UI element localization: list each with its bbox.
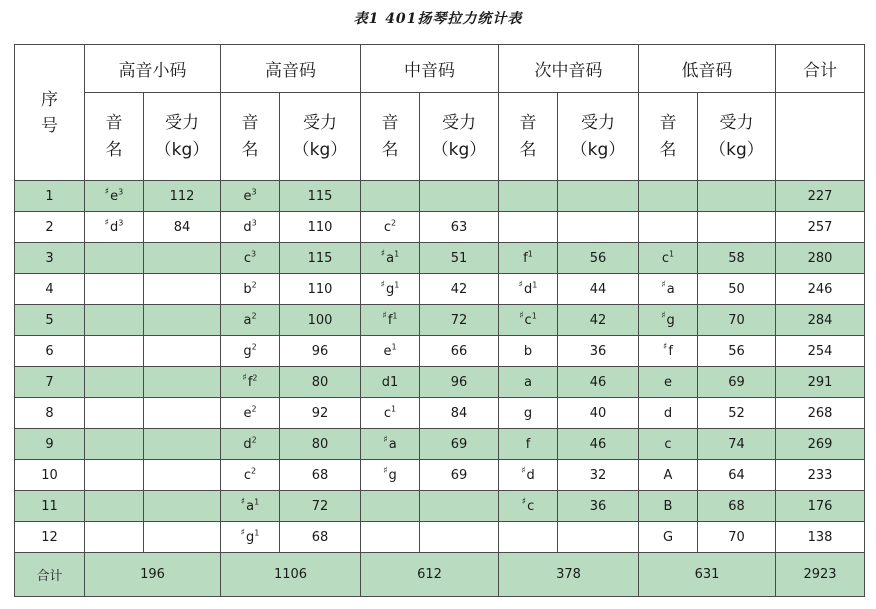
force-header-label: 受力 bbox=[719, 112, 754, 133]
note-cell bbox=[639, 460, 698, 491]
force-value bbox=[144, 336, 221, 367]
force-value: 69 bbox=[420, 460, 499, 491]
row-number: 12 bbox=[15, 522, 85, 553]
note-cell bbox=[361, 429, 420, 460]
force-header-unit: （kg） bbox=[431, 139, 487, 160]
force-value: 69 bbox=[420, 429, 499, 460]
seq-header-char-2: 号 bbox=[41, 115, 58, 136]
note-letter: f bbox=[387, 312, 393, 328]
note-letter: b bbox=[243, 281, 252, 297]
note-cell bbox=[85, 181, 144, 212]
grand-total: 2923 bbox=[776, 553, 865, 597]
row-sum: 291 bbox=[776, 367, 865, 398]
octave-mark: 1 bbox=[669, 249, 675, 259]
note-letter: e bbox=[383, 343, 392, 359]
note-cell bbox=[639, 274, 698, 305]
force-header-label: 受力 bbox=[581, 112, 615, 133]
octave-mark: 3 bbox=[251, 187, 257, 197]
tension-table bbox=[14, 44, 865, 597]
note-letter: g bbox=[246, 529, 255, 545]
note-cell bbox=[639, 398, 698, 429]
force-header-unit: （kg） bbox=[709, 139, 764, 160]
force-value: 115 bbox=[280, 181, 361, 212]
note-cell bbox=[221, 274, 280, 305]
note-cell bbox=[85, 274, 144, 305]
note-cell bbox=[361, 491, 420, 522]
sharp-sign: ♯ bbox=[661, 310, 666, 321]
seq-header bbox=[15, 45, 85, 181]
note-cell bbox=[361, 522, 420, 553]
force-value: 84 bbox=[420, 398, 499, 429]
octave-mark: 1 bbox=[391, 342, 397, 352]
force-header bbox=[698, 93, 776, 181]
force-value: 115 bbox=[280, 243, 361, 274]
note-cell bbox=[639, 336, 698, 367]
force-value: 70 bbox=[698, 305, 776, 336]
octave-mark: 3 bbox=[118, 218, 124, 228]
sharp-sign: ♯ bbox=[380, 279, 385, 290]
sharp-sign: ♯ bbox=[521, 465, 526, 476]
force-value bbox=[558, 522, 639, 553]
note-cell bbox=[85, 429, 144, 460]
note-letter: g bbox=[388, 467, 397, 483]
row-number: 11 bbox=[15, 491, 85, 522]
force-value: 63 bbox=[420, 212, 499, 243]
sharp-sign: ♯ bbox=[518, 279, 523, 290]
force-value: 96 bbox=[420, 367, 499, 398]
note-letter: a bbox=[388, 436, 397, 452]
row-sum: 280 bbox=[776, 243, 865, 274]
table-row bbox=[15, 181, 865, 212]
note-letter: c bbox=[243, 250, 252, 266]
note-letter: f bbox=[525, 436, 531, 452]
note-letter: f bbox=[523, 250, 528, 266]
octave-mark: 2 bbox=[251, 311, 257, 321]
force-value bbox=[420, 522, 499, 553]
force-value: 32 bbox=[558, 460, 639, 491]
note-cell bbox=[221, 336, 280, 367]
note-letter: e bbox=[110, 188, 119, 204]
force-value bbox=[698, 212, 776, 243]
note-cell bbox=[639, 367, 698, 398]
note-cell bbox=[221, 522, 280, 553]
note-letter: d bbox=[243, 436, 252, 452]
note-letter: e bbox=[243, 405, 252, 421]
note-letter: g bbox=[386, 281, 395, 297]
force-value bbox=[420, 181, 499, 212]
octave-mark: 1 bbox=[254, 528, 260, 538]
force-value bbox=[698, 181, 776, 212]
note-letter: e bbox=[664, 374, 672, 390]
row-sum: 138 bbox=[776, 522, 865, 553]
row-sum: 246 bbox=[776, 274, 865, 305]
sharp-sign: ♯ bbox=[661, 279, 666, 290]
note-cell bbox=[221, 367, 280, 398]
note-cell bbox=[221, 460, 280, 491]
row-number: 3 bbox=[15, 243, 85, 274]
sharp-sign: ♯ bbox=[242, 372, 247, 383]
row-sum: 268 bbox=[776, 398, 865, 429]
table-row bbox=[15, 336, 865, 367]
force-value: 40 bbox=[558, 398, 639, 429]
row-number: 10 bbox=[15, 460, 85, 491]
octave-mark: 2 bbox=[252, 373, 258, 383]
row-sum: 176 bbox=[776, 491, 865, 522]
note-letter: c bbox=[524, 312, 532, 328]
row-number: 4 bbox=[15, 274, 85, 305]
force-value: 46 bbox=[558, 429, 639, 460]
force-value: 68 bbox=[280, 522, 361, 553]
row-sum: 254 bbox=[776, 336, 865, 367]
force-value: 36 bbox=[558, 336, 639, 367]
row-number: 6 bbox=[15, 336, 85, 367]
force-header-label: 受力 bbox=[442, 112, 476, 133]
note-cell bbox=[85, 336, 144, 367]
note-cell bbox=[639, 243, 698, 274]
note-cell bbox=[361, 305, 420, 336]
note-letter: b bbox=[523, 343, 533, 359]
octave-mark: 2 bbox=[251, 404, 257, 414]
octave-mark: 3 bbox=[118, 187, 124, 197]
note-letter: c bbox=[661, 250, 670, 266]
table-row bbox=[15, 491, 865, 522]
note-cell bbox=[499, 181, 558, 212]
octave-mark: 1 bbox=[532, 280, 538, 290]
table-row bbox=[15, 274, 865, 305]
force-value: 46 bbox=[558, 367, 639, 398]
note-cell bbox=[221, 243, 280, 274]
note-letter: a bbox=[243, 312, 252, 328]
sharp-sign: ♯ bbox=[521, 496, 527, 507]
note-letter: d bbox=[663, 405, 673, 421]
sharp-sign: ♯ bbox=[663, 341, 668, 352]
force-value: 51 bbox=[420, 243, 499, 274]
sharp-sign: ♯ bbox=[240, 527, 245, 538]
force-value: 56 bbox=[558, 243, 639, 274]
row-number: 2 bbox=[15, 212, 85, 243]
header-row-sub bbox=[15, 93, 865, 181]
octave-mark: 2 bbox=[251, 342, 257, 352]
force-value: 69 bbox=[698, 367, 776, 398]
force-header-unit: （kg） bbox=[292, 139, 348, 160]
note-letter: d bbox=[526, 467, 535, 483]
force-header-unit: （kg） bbox=[154, 139, 210, 160]
table-title: 表1 401扬琴拉力统计表 bbox=[353, 11, 523, 27]
group-header-sub-middle: 次中音码 bbox=[499, 45, 639, 93]
row-number: 1 bbox=[15, 181, 85, 212]
note-cell bbox=[85, 398, 144, 429]
force-value: 110 bbox=[280, 212, 361, 243]
octave-mark: 2 bbox=[251, 466, 257, 476]
note-name-header-char-1: 音 bbox=[241, 112, 259, 133]
octave-mark: 3 bbox=[251, 249, 257, 259]
note-cell bbox=[85, 522, 144, 553]
force-value: 68 bbox=[280, 460, 361, 491]
note-cell bbox=[221, 429, 280, 460]
totals-row bbox=[15, 553, 865, 597]
force-value: 68 bbox=[698, 491, 776, 522]
force-header-label: 受力 bbox=[165, 112, 199, 133]
group-total: 1106 bbox=[221, 553, 361, 597]
header-row-groups bbox=[15, 45, 865, 93]
note-name-header bbox=[361, 93, 420, 181]
force-header-unit: （kg） bbox=[570, 139, 626, 160]
group-total: 196 bbox=[85, 553, 221, 597]
group-total: 631 bbox=[639, 553, 776, 597]
note-cell bbox=[499, 460, 558, 491]
sharp-sign: ♯ bbox=[104, 217, 109, 228]
note-letter: d1 bbox=[381, 374, 399, 390]
force-value: 52 bbox=[698, 398, 776, 429]
note-letter: a bbox=[386, 250, 395, 266]
force-header-label: 受力 bbox=[303, 112, 337, 133]
table-row bbox=[15, 367, 865, 398]
note-cell bbox=[85, 367, 144, 398]
force-value: 50 bbox=[698, 274, 776, 305]
row-sum: 233 bbox=[776, 460, 865, 491]
force-value: 80 bbox=[280, 429, 361, 460]
force-header bbox=[144, 93, 221, 181]
force-value: 110 bbox=[280, 274, 361, 305]
force-value bbox=[144, 367, 221, 398]
note-cell bbox=[361, 398, 420, 429]
force-value: 42 bbox=[558, 305, 639, 336]
note-cell bbox=[499, 274, 558, 305]
force-value bbox=[144, 305, 221, 336]
note-cell bbox=[361, 336, 420, 367]
force-value bbox=[144, 243, 221, 274]
octave-mark: 1 bbox=[394, 280, 400, 290]
table-row bbox=[15, 522, 865, 553]
octave-mark: 1 bbox=[254, 497, 260, 507]
note-name-header-char-1: 音 bbox=[381, 112, 399, 133]
force-header bbox=[558, 93, 639, 181]
note-cell bbox=[639, 212, 698, 243]
note-cell bbox=[499, 522, 558, 553]
note-cell bbox=[361, 460, 420, 491]
force-value bbox=[144, 429, 221, 460]
row-number: 7 bbox=[15, 367, 85, 398]
force-value: 84 bbox=[144, 212, 221, 243]
note-letter: c bbox=[383, 219, 392, 235]
force-value bbox=[558, 212, 639, 243]
row-number: 5 bbox=[15, 305, 85, 336]
force-value: 64 bbox=[698, 460, 776, 491]
note-cell bbox=[639, 429, 698, 460]
force-value bbox=[144, 398, 221, 429]
force-value bbox=[558, 181, 639, 212]
note-cell bbox=[85, 491, 144, 522]
note-name-header-char-1: 音 bbox=[519, 112, 537, 133]
note-cell bbox=[499, 336, 558, 367]
force-header bbox=[420, 93, 499, 181]
force-value: 112 bbox=[144, 181, 221, 212]
note-letter: B bbox=[663, 498, 673, 514]
note-cell bbox=[639, 181, 698, 212]
force-value: 44 bbox=[558, 274, 639, 305]
note-cell bbox=[221, 305, 280, 336]
table-row bbox=[15, 305, 865, 336]
note-letter: a bbox=[246, 498, 255, 514]
octave-mark: 1 bbox=[531, 311, 537, 321]
note-cell bbox=[361, 367, 420, 398]
note-cell bbox=[499, 367, 558, 398]
force-value: 70 bbox=[698, 522, 776, 553]
force-header bbox=[280, 93, 361, 181]
table-row bbox=[15, 398, 865, 429]
totals-label: 合计 bbox=[15, 553, 85, 597]
note-cell bbox=[221, 398, 280, 429]
note-letter: f bbox=[247, 374, 253, 390]
octave-mark: 2 bbox=[251, 280, 257, 290]
note-cell bbox=[499, 212, 558, 243]
note-letter: A bbox=[663, 467, 673, 483]
note-letter: g bbox=[523, 405, 533, 421]
seq-header-char-1: 序 bbox=[41, 89, 58, 110]
note-cell bbox=[85, 305, 144, 336]
note-name-header-char-2: 名 bbox=[241, 139, 259, 160]
note-letter: d bbox=[524, 281, 533, 297]
sharp-sign: ♯ bbox=[240, 496, 246, 507]
note-name-header-char-2: 名 bbox=[519, 139, 537, 160]
table-row bbox=[15, 460, 865, 491]
row-sum: 227 bbox=[776, 181, 865, 212]
note-name-header-char-1: 音 bbox=[105, 112, 123, 133]
note-cell bbox=[221, 181, 280, 212]
note-name-header bbox=[639, 93, 698, 181]
row-sum: 257 bbox=[776, 212, 865, 243]
note-cell bbox=[85, 243, 144, 274]
note-cell bbox=[85, 212, 144, 243]
force-value: 36 bbox=[558, 491, 639, 522]
force-value: 72 bbox=[280, 491, 361, 522]
force-value: 92 bbox=[280, 398, 361, 429]
group-header-high-small: 高音小码 bbox=[85, 45, 221, 93]
group-header-middle: 中音码 bbox=[361, 45, 499, 93]
force-value: 96 bbox=[280, 336, 361, 367]
note-cell bbox=[221, 491, 280, 522]
note-cell bbox=[85, 460, 144, 491]
note-letter: G bbox=[662, 529, 674, 545]
note-letter: c bbox=[527, 498, 535, 514]
force-value bbox=[144, 522, 221, 553]
note-letter: a bbox=[524, 374, 532, 390]
note-name-header bbox=[499, 93, 558, 181]
note-letter: g bbox=[666, 312, 675, 328]
group-total: 378 bbox=[499, 553, 639, 597]
row-sum: 269 bbox=[776, 429, 865, 460]
table-row bbox=[15, 212, 865, 243]
note-letter: c bbox=[383, 405, 392, 421]
note-cell bbox=[639, 305, 698, 336]
row-sum: 284 bbox=[776, 305, 865, 336]
force-value: 56 bbox=[698, 336, 776, 367]
note-letter: d bbox=[110, 219, 119, 235]
sharp-sign: ♯ bbox=[382, 310, 387, 321]
note-name-header-char-1: 音 bbox=[659, 112, 677, 133]
force-value: 100 bbox=[280, 305, 361, 336]
sharp-sign: ♯ bbox=[383, 434, 388, 445]
sharp-sign: ♯ bbox=[104, 186, 110, 197]
total-header: 合计 bbox=[776, 45, 865, 93]
row-number: 8 bbox=[15, 398, 85, 429]
note-name-header-char-2: 名 bbox=[381, 139, 399, 160]
note-cell bbox=[361, 181, 420, 212]
force-value: 58 bbox=[698, 243, 776, 274]
octave-mark: 1 bbox=[392, 311, 398, 321]
note-cell bbox=[639, 522, 698, 553]
note-cell bbox=[499, 429, 558, 460]
force-value: 66 bbox=[420, 336, 499, 367]
note-letter: f bbox=[668, 343, 673, 359]
note-cell bbox=[499, 491, 558, 522]
note-name-header-char-2: 名 bbox=[659, 139, 677, 160]
note-cell bbox=[499, 243, 558, 274]
force-value: 42 bbox=[420, 274, 499, 305]
note-cell bbox=[639, 491, 698, 522]
group-header-low: 低音码 bbox=[639, 45, 776, 93]
note-cell bbox=[499, 305, 558, 336]
force-value: 72 bbox=[420, 305, 499, 336]
table-row bbox=[15, 243, 865, 274]
note-name-header bbox=[221, 93, 280, 181]
octave-mark: 2 bbox=[251, 435, 257, 445]
force-value: 74 bbox=[698, 429, 776, 460]
octave-mark: 1 bbox=[391, 404, 397, 414]
note-letter: d bbox=[243, 219, 252, 235]
sharp-sign: ♯ bbox=[519, 310, 524, 321]
note-letter: c bbox=[243, 467, 252, 483]
total-header-blank bbox=[776, 93, 865, 181]
note-cell bbox=[221, 212, 280, 243]
table-row bbox=[15, 429, 865, 460]
row-number: 9 bbox=[15, 429, 85, 460]
note-name-header-char-2: 名 bbox=[105, 139, 123, 160]
note-letter: a bbox=[666, 281, 675, 297]
group-header-high: 高音码 bbox=[221, 45, 361, 93]
note-cell bbox=[361, 274, 420, 305]
octave-mark: 1 bbox=[394, 249, 400, 259]
force-value bbox=[144, 460, 221, 491]
sharp-sign: ♯ bbox=[380, 248, 386, 259]
note-cell bbox=[499, 398, 558, 429]
note-name-header bbox=[85, 93, 144, 181]
octave-mark: 2 bbox=[391, 218, 397, 228]
note-letter: c bbox=[664, 436, 672, 452]
force-value bbox=[144, 274, 221, 305]
note-cell bbox=[361, 212, 420, 243]
group-total: 612 bbox=[361, 553, 499, 597]
force-value bbox=[144, 491, 221, 522]
octave-mark: 1 bbox=[527, 249, 533, 259]
sharp-sign: ♯ bbox=[383, 465, 388, 476]
note-letter: g bbox=[243, 343, 252, 359]
note-letter: e bbox=[243, 188, 252, 204]
force-value bbox=[420, 491, 499, 522]
force-value: 80 bbox=[280, 367, 361, 398]
octave-mark: 3 bbox=[251, 218, 257, 228]
note-cell bbox=[361, 243, 420, 274]
